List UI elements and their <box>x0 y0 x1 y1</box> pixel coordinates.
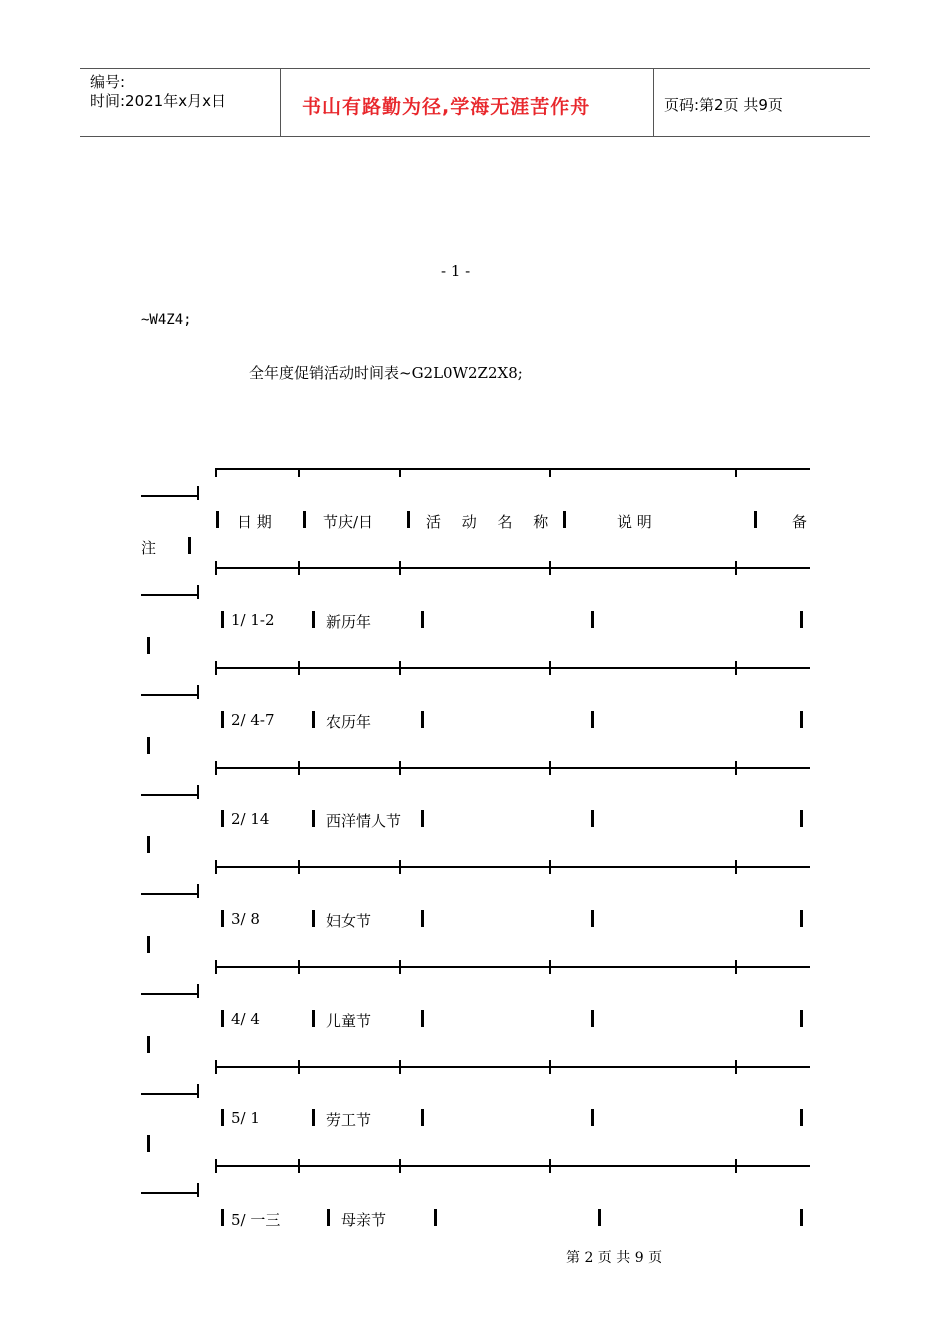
column-bar <box>221 1010 224 1027</box>
row-date: 2/ 4-7 <box>231 711 275 729</box>
header-festival: 节庆/日 <box>323 513 374 531</box>
column-bar <box>147 1135 150 1152</box>
column-bar <box>221 611 224 628</box>
table-column-tick <box>549 661 551 675</box>
table-rule-continuation <box>141 794 198 796</box>
table-column-tick <box>549 860 551 874</box>
table-column-tick <box>197 1183 199 1197</box>
column-bar <box>800 1209 803 1226</box>
header-remark-continued: 注 <box>141 539 157 557</box>
row-festival: 母亲节 <box>341 1211 387 1229</box>
column-bar <box>591 1109 594 1126</box>
table-column-tick <box>298 661 300 675</box>
table-rule <box>215 567 810 569</box>
table-column-tick <box>735 960 737 974</box>
row-festival: 西洋情人节 <box>326 812 402 830</box>
column-bar <box>147 1036 150 1053</box>
table-column-tick <box>735 561 737 575</box>
table-rule <box>215 866 810 868</box>
column-bar <box>800 1109 803 1126</box>
column-bar <box>312 1010 315 1027</box>
column-bar <box>327 1209 330 1226</box>
header-activity: 活 动 名 称 <box>426 513 557 531</box>
table-column-tick <box>399 1060 401 1074</box>
column-bar <box>434 1209 437 1226</box>
column-bar <box>221 810 224 827</box>
table-column-tick <box>549 761 551 775</box>
table-column-tick <box>197 685 199 699</box>
header-page-number: 页码:第2页 共9页 <box>664 96 783 114</box>
table-column-tick <box>298 561 300 575</box>
table-rule-continuation <box>141 594 198 596</box>
table-column-tick <box>399 661 401 675</box>
header-number: 编号: <box>90 73 126 91</box>
row-date: 2/ 14 <box>231 810 270 828</box>
column-bar <box>147 936 150 953</box>
page-footer: 第 2 页 共 9 页 <box>566 1250 663 1266</box>
column-bar <box>147 836 150 853</box>
row-festival: 农历年 <box>326 713 372 731</box>
table-column-tick <box>215 661 217 675</box>
column-bar <box>312 910 315 927</box>
header-date: 日 期 <box>237 513 272 531</box>
table-column-tick <box>197 486 199 500</box>
table-column-tick <box>197 984 199 998</box>
column-bar <box>312 1109 315 1126</box>
column-bar <box>598 1209 601 1226</box>
header-motto: 书山有路勤为径,学海无涯苦作舟 <box>302 96 591 118</box>
table-column-tick <box>399 468 401 477</box>
column-bar <box>421 1010 424 1027</box>
header-description: 说 明 <box>617 513 652 531</box>
column-bar <box>800 611 803 628</box>
table-column-tick <box>215 761 217 775</box>
table-column-tick <box>197 585 199 599</box>
table-column-tick <box>298 860 300 874</box>
table-rule <box>215 1066 810 1068</box>
table-column-tick <box>399 561 401 575</box>
column-bar <box>421 810 424 827</box>
column-bar <box>563 511 566 528</box>
column-bar <box>754 511 757 528</box>
table-column-tick <box>399 1159 401 1173</box>
table-rule-continuation <box>141 1192 198 1194</box>
column-bar <box>216 511 219 528</box>
column-bar <box>591 611 594 628</box>
row-date: 4/ 4 <box>231 1010 260 1028</box>
header-remark: 备 <box>792 513 808 531</box>
code-line: ~W4Z4; <box>141 312 192 328</box>
row-date: 5/ 1 <box>231 1109 260 1127</box>
table-column-tick <box>197 785 199 799</box>
header-divider <box>653 69 654 136</box>
header-time: 时间:2021年x月x日 <box>90 92 226 110</box>
table-column-tick <box>215 860 217 874</box>
table-rule <box>215 1165 810 1167</box>
row-festival: 劳工节 <box>326 1111 372 1129</box>
table-column-tick <box>549 1060 551 1074</box>
column-bar <box>421 711 424 728</box>
table-column-tick <box>215 1060 217 1074</box>
table-column-tick <box>549 561 551 575</box>
column-bar <box>591 1010 594 1027</box>
table-column-tick <box>215 1159 217 1173</box>
row-festival: 儿童节 <box>326 1012 372 1030</box>
table-column-tick <box>549 1159 551 1173</box>
column-bar <box>221 1209 224 1226</box>
column-bar <box>312 611 315 628</box>
column-bar <box>800 711 803 728</box>
table-column-tick <box>197 1084 199 1098</box>
table-rule-continuation <box>141 1093 198 1095</box>
table-column-tick <box>399 960 401 974</box>
column-bar <box>591 810 594 827</box>
table-column-tick <box>735 761 737 775</box>
column-bar <box>303 511 306 528</box>
header-divider <box>280 69 281 136</box>
table-column-tick <box>298 1159 300 1173</box>
table-rule <box>215 966 810 968</box>
column-bar <box>407 511 410 528</box>
table-column-tick <box>735 468 737 477</box>
table-column-tick <box>298 468 300 477</box>
table-column-tick <box>298 761 300 775</box>
row-festival: 妇女节 <box>326 912 372 930</box>
table-rule <box>215 767 810 769</box>
row-date: 3/ 8 <box>231 910 260 928</box>
table-column-tick <box>549 960 551 974</box>
column-bar <box>312 810 315 827</box>
column-bar <box>591 711 594 728</box>
column-bar <box>147 637 150 654</box>
row-date: 1/ 1-2 <box>231 611 275 629</box>
table-column-tick <box>735 860 737 874</box>
table-column-tick <box>197 884 199 898</box>
page-header <box>80 68 870 137</box>
column-bar <box>221 711 224 728</box>
table-column-tick <box>735 1060 737 1074</box>
table-column-tick <box>549 468 551 477</box>
column-bar <box>591 910 594 927</box>
table-column-tick <box>735 661 737 675</box>
column-bar <box>800 810 803 827</box>
column-bar <box>800 1010 803 1027</box>
document-title: 全年度促销活动时间表~G2L0W2Z2X8; <box>249 364 523 382</box>
column-bar <box>221 910 224 927</box>
table-column-tick <box>399 761 401 775</box>
table-column-tick <box>215 468 217 477</box>
column-bar <box>188 537 191 554</box>
column-bar <box>421 611 424 628</box>
column-bar <box>421 1109 424 1126</box>
column-bar <box>421 910 424 927</box>
column-bar <box>147 737 150 754</box>
table-column-tick <box>215 561 217 575</box>
table-column-tick <box>215 960 217 974</box>
page-marker: - 1 - <box>441 262 471 280</box>
table-column-tick <box>298 960 300 974</box>
column-bar <box>312 711 315 728</box>
column-bar <box>800 910 803 927</box>
row-festival: 新历年 <box>326 613 372 631</box>
table-rule-continuation <box>141 694 198 696</box>
table-rule <box>215 468 810 470</box>
table-column-tick <box>735 1159 737 1173</box>
column-bar <box>221 1109 224 1126</box>
table-column-tick <box>399 860 401 874</box>
row-date: 5/ 一三 <box>231 1211 281 1229</box>
table-rule-continuation <box>141 893 198 895</box>
table-column-tick <box>298 1060 300 1074</box>
table-rule-continuation <box>141 495 198 497</box>
table-rule <box>215 667 810 669</box>
table-rule-continuation <box>141 993 198 995</box>
